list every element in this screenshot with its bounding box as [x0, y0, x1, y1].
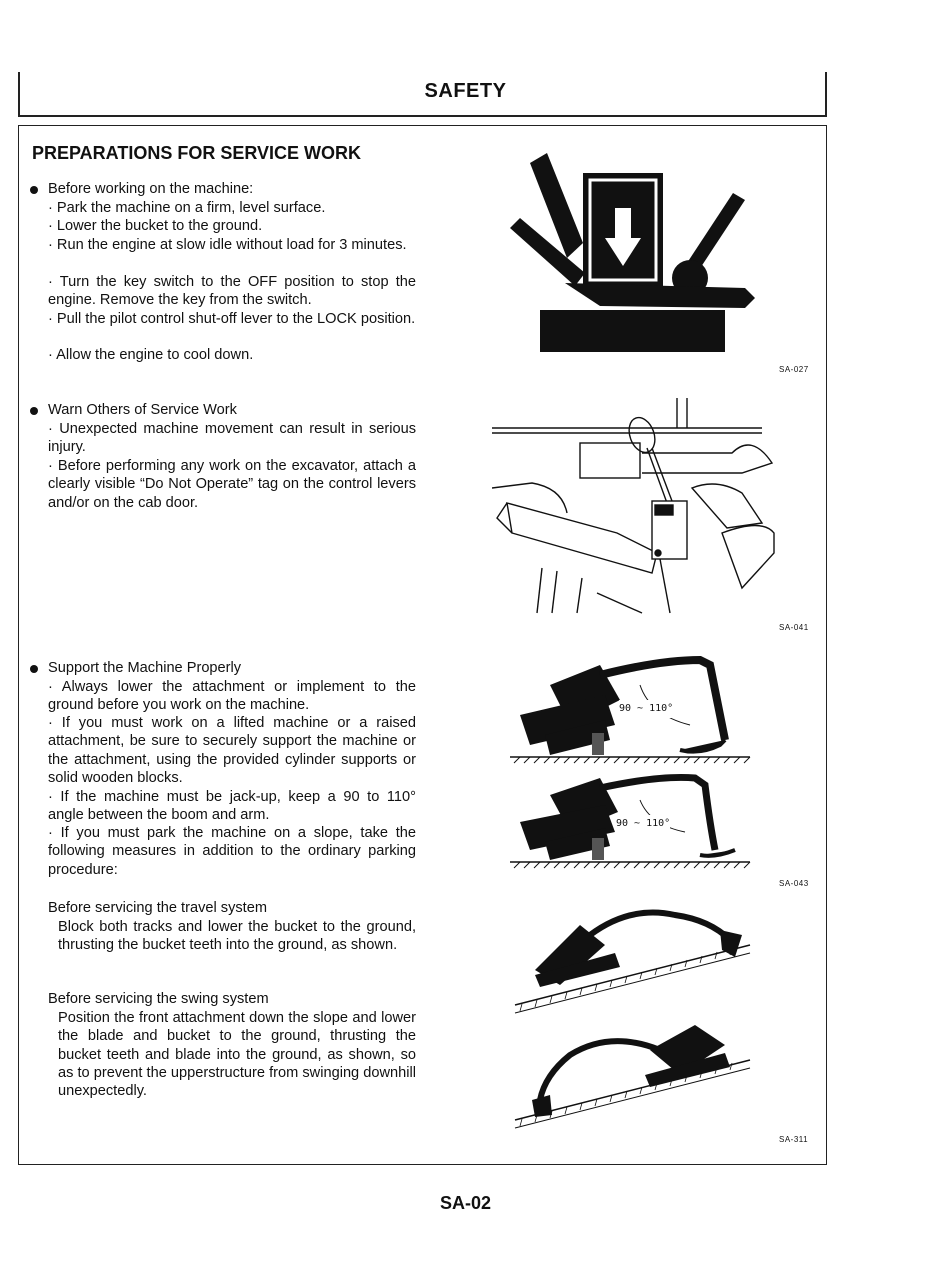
- figure-label: SA-043: [779, 879, 809, 888]
- page-header-title: SAFETY: [424, 80, 507, 102]
- bullet-dot: [30, 665, 38, 673]
- list-item: · Turn the key switch to the OFF position to stop the engine. Remove the key from the switch.: [48, 274, 416, 309]
- header-bottom-rule: [18, 115, 827, 117]
- list-item: · If you must work on a lifted machine or a raised attachment, be sure to securely support the machine or the attachment, using the provided cylinder supports or solid wooden blocks.: [48, 715, 416, 786]
- angle-label: 90 ~ 110°: [619, 700, 673, 718]
- slope-swing-illustration: [510, 1015, 755, 1130]
- do-not-operate-tag-illustration: [492, 393, 777, 618]
- list-item: · If the machine must be jack-up, keep a 90 to 110° angle between the boom and arm.: [48, 789, 416, 824]
- bullet-dot: [30, 186, 38, 194]
- travel-body: Block both tracks and lower the bucket to the ground, thrusting the bucket teeth into the ground, as shown.: [58, 919, 416, 954]
- frame-bottom: [18, 1164, 827, 1165]
- section-title: PREPARATIONS FOR SERVICE WORK: [32, 143, 362, 163]
- bullet-heading-warn-others: Warn Others of Service Work: [48, 402, 237, 418]
- angle-label: 90 ~ 110°: [616, 815, 670, 833]
- frame-top: [18, 125, 827, 126]
- bullet-heading-before-working: Before working on the machine:: [48, 181, 254, 197]
- travel-heading: Before servicing the travel system: [48, 900, 267, 916]
- slope-travel-illustration: [510, 905, 755, 1015]
- frame-left: [18, 125, 19, 1165]
- figure-label: SA-027: [779, 365, 809, 374]
- list-item: · Before performing any work on the excavator, attach a clearly visible “Do Not Operate” tag on the control levers and/or on the cab door.: [48, 458, 416, 511]
- list-item: · Unexpected machine movement can result in serious injury.: [48, 421, 416, 456]
- frame-right: [826, 125, 827, 1165]
- list-item: · If you must park the machine on a slope, take the following measures in addition to the ordinary parking procedure:: [48, 825, 416, 878]
- figure-label: SA-041: [779, 623, 809, 632]
- swing-body: Position the front attachment down the slope and lower the blade and bucket to the ground, thrusting the bucket teeth and blade into the ground, as shown, so as to prevent the upperstructure from swinging downhill unexpectedly.: [58, 1010, 416, 1100]
- crush-hazard-pictogram: [505, 148, 765, 358]
- list-item: · Run the engine at slow idle without load for 3 minutes.: [48, 237, 407, 253]
- swing-heading: Before servicing the swing system: [48, 991, 269, 1007]
- page-number: SA-02: [439, 1193, 492, 1213]
- bullet-dot: [30, 407, 38, 415]
- list-item: · Park the machine on a firm, level surface.: [48, 200, 326, 216]
- list-item: · Lower the bucket to the ground.: [48, 218, 263, 234]
- list-item: · Always lower the attachment or implement to the ground before you work on the machine.: [48, 679, 416, 714]
- bullet-heading-support-machine: Support the Machine Properly: [48, 660, 242, 676]
- list-item: · Pull the pilot control shut-off lever to the LOCK position.: [48, 311, 416, 327]
- figure-label: SA-311: [779, 1135, 809, 1144]
- list-item: · Allow the engine to cool down.: [48, 347, 254, 363]
